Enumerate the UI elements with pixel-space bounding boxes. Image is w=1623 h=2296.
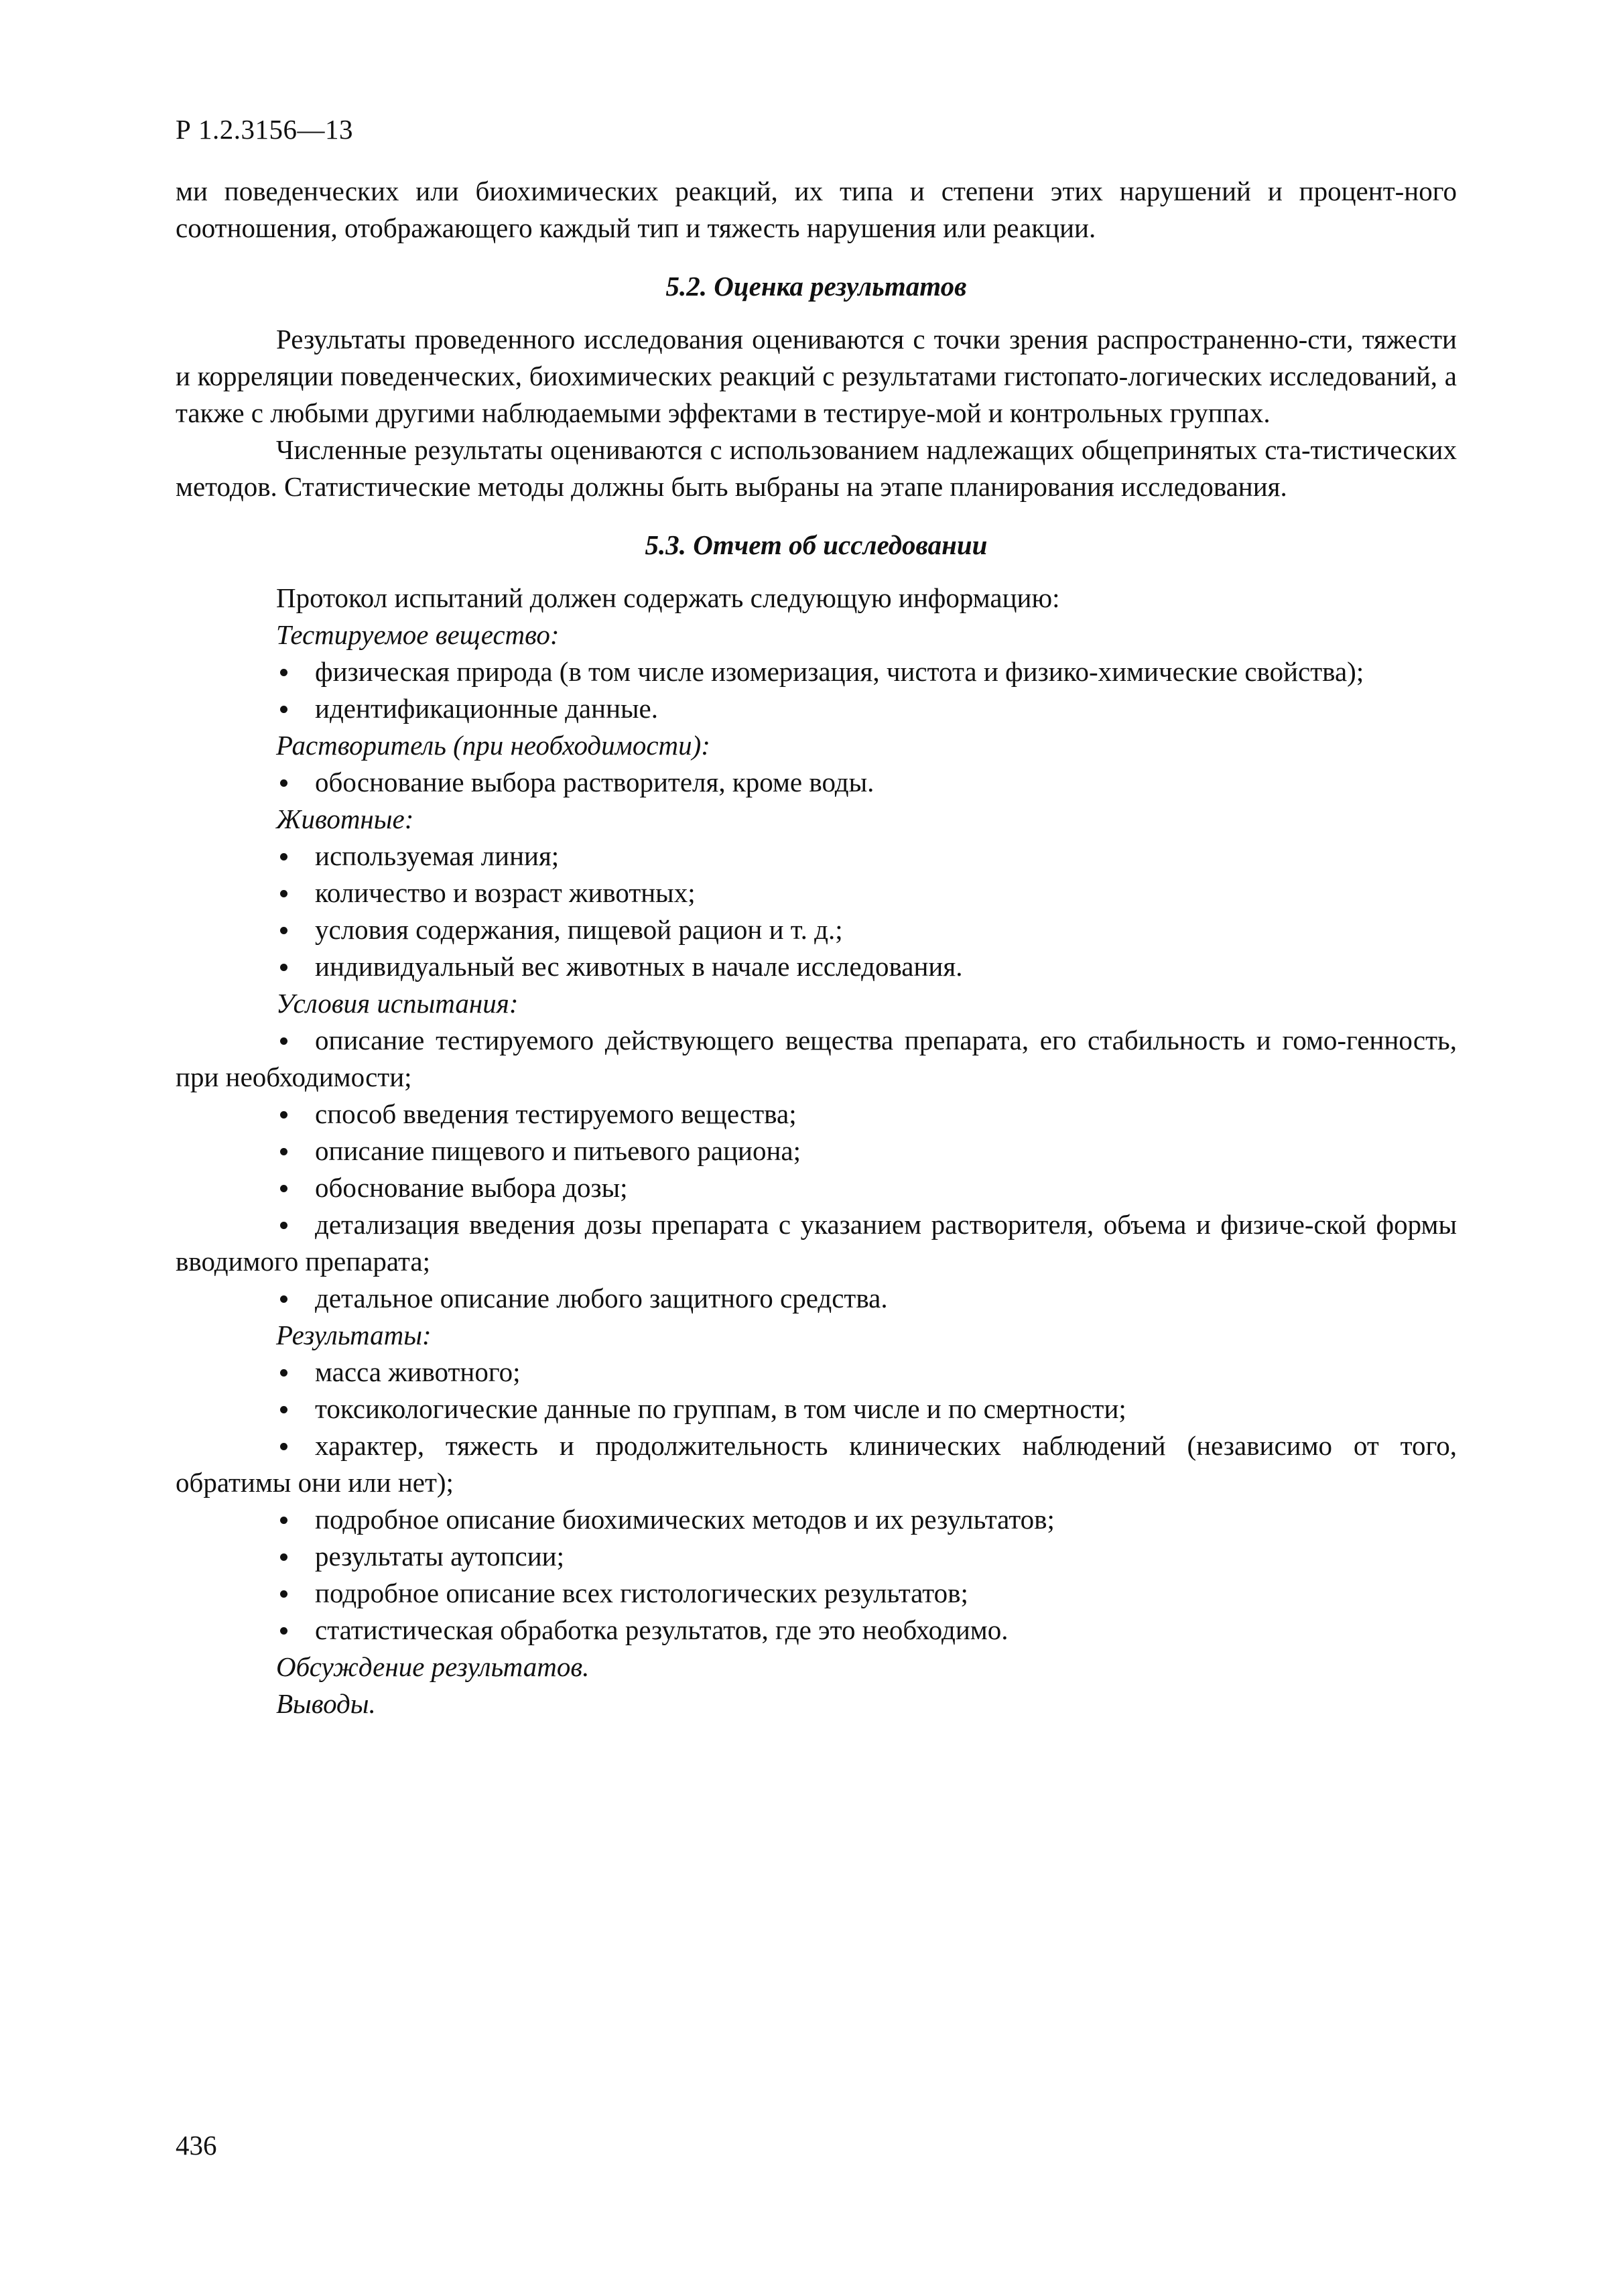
list-item: индивидуальный вес животных в начале исследования.: [176, 948, 1457, 985]
list-item: детализация введения дозы препарата с указанием растворителя, объема и физиче-ской формы вводимого препарата;: [176, 1206, 1457, 1280]
list-item: описание пищевого и питьевого рациона;: [176, 1133, 1457, 1169]
list-item: физическая природа (в том числе изомеризация, чистота и физико-химические свойства);: [176, 653, 1457, 690]
section-5-3-intro: Протокол испытаний должен содержать следующую информацию:: [276, 582, 1060, 613]
bullet-icon: [276, 764, 315, 801]
list-item: характер, тяжесть и продолжительность клинических наблюдений (независимо от того, обратимы они или нет);: [176, 1427, 1457, 1501]
section-5-3-title: 5.3. Отчет об исследовании: [645, 529, 988, 560]
intro-continuation: ми поведенческих или биохимических реакций, их типа и степени этих нарушений и процент-ного соотношения, отображающего каждый тип и тяжесть нарушения или реакции.: [176, 176, 1457, 243]
section-5-2-paragraph-1: Результаты проведенного исследования оцениваются с точки зрения распространенно-сти, тяжести и корреляции поведенческих, биохимических реакций с результатами гистопато-логических исследований, а также с любыми другими наблюдаемыми эффектами в тестируе-мой и контрольных группах.: [176, 324, 1457, 428]
list-item: детальное описание любого защитного средства.: [176, 1280, 1457, 1317]
bullet-icon: [276, 1280, 315, 1317]
document-body: [176, 173, 1457, 1722]
list-item: обоснование выбора дозы;: [176, 1169, 1457, 1206]
subheading-conclusions: Выводы.: [276, 1688, 376, 1719]
list-item: описание тестируемого действующего вещества препарата, его стабильность и гомо-генность, при необходимости;: [176, 1022, 1457, 1096]
list-item: статистическая обработка результатов, где это необходимо.: [176, 1612, 1457, 1649]
bullet-icon: [276, 1501, 315, 1538]
subheading-solvent: Растворитель (при необходимости):: [276, 730, 710, 761]
bullet-icon: [276, 838, 315, 875]
bullet-icon: [276, 1354, 315, 1391]
bullet-icon: [276, 1538, 315, 1575]
subheading-results: Результаты:: [276, 1320, 432, 1350]
bullet-icon: [276, 1096, 315, 1133]
bullet-icon: [276, 1391, 315, 1427]
bullet-icon: [276, 690, 315, 727]
bullet-icon: [276, 1612, 315, 1649]
bullet-icon: [276, 1206, 315, 1243]
list-item: способ введения тестируемого вещества;: [176, 1096, 1457, 1133]
bullet-icon: [276, 875, 315, 911]
list-item: обоснование выбора растворителя, кроме воды.: [176, 764, 1457, 801]
list-item: подробное описание всех гистологических результатов;: [176, 1575, 1457, 1612]
bullet-icon: [276, 653, 315, 690]
list-item: токсикологические данные по группам, в том числе и по смертности;: [176, 1391, 1457, 1427]
section-5-2-title: 5.2. Оценка результатов: [665, 271, 967, 302]
list-item: используемая линия;: [176, 838, 1457, 875]
list-item: количество и возраст животных;: [176, 875, 1457, 911]
list-item: подробное описание биохимических методов и их результатов;: [176, 1501, 1457, 1538]
section-5-2-paragraph-2: Численные результаты оцениваются с использованием надлежащих общепринятых ста-тистических методов. Статистические методы должны быть выбраны на этапе планирования исследования.: [176, 434, 1457, 502]
list-item: идентификационные данные.: [176, 690, 1457, 727]
bullet-icon: [276, 1575, 315, 1612]
subheading-animals: Животные:: [276, 804, 414, 834]
bullet-icon: [276, 1022, 315, 1059]
bullet-icon: [276, 1169, 315, 1206]
page-number: 436: [176, 2130, 217, 2161]
list-item: условия содержания, пищевой рацион и т. д.;: [176, 911, 1457, 948]
bullet-icon: [276, 911, 315, 948]
document-code: Р 1.2.3156—13: [176, 114, 354, 145]
subheading-substance: Тестируемое вещество:: [276, 619, 560, 650]
subheading-discussion: Обсуждение результатов.: [276, 1651, 590, 1682]
bullet-icon: [276, 948, 315, 985]
bullet-icon: [276, 1427, 315, 1464]
list-item: результаты аутопсии;: [176, 1538, 1457, 1575]
bullet-icon: [276, 1133, 315, 1169]
list-item: масса животного;: [176, 1354, 1457, 1391]
subheading-conditions: Условия испытания:: [276, 988, 519, 1019]
